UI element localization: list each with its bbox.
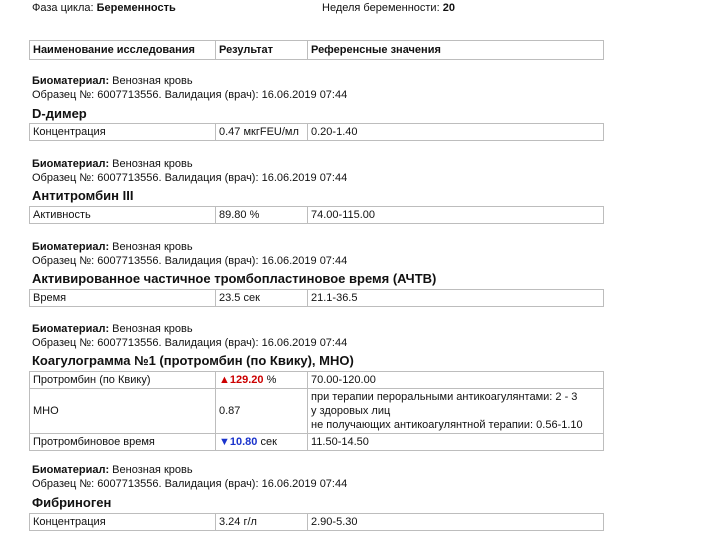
cycle-phase-label: Фаза цикла: xyxy=(32,2,94,14)
sample-info: Образец №: 6007713556. Валидация (врач): 16.06.2019 07:44 xyxy=(32,255,348,267)
test-title-antithrombin: Антитромбин III xyxy=(32,188,134,203)
table-row xyxy=(30,434,604,451)
test-result xyxy=(216,434,308,451)
result-value: 3.24 xyxy=(219,516,241,528)
biomaterial-value: Венозная кровь xyxy=(112,158,193,170)
arrow-down-icon: ▼ xyxy=(219,436,230,448)
test-name: Протромбиновое время xyxy=(30,434,216,451)
test-result xyxy=(216,290,308,307)
biomaterial-value: Венозная кровь xyxy=(112,323,193,335)
test-result xyxy=(216,124,308,141)
results-table-coagulogram xyxy=(29,371,604,451)
table-row xyxy=(30,207,604,224)
results-table-antithrombin xyxy=(29,206,604,224)
sample-info: Образец №: 6007713556. Валидация (врач): 16.06.2019 07:44 xyxy=(32,172,348,184)
biomaterial-line xyxy=(32,463,193,477)
result-low-flag xyxy=(219,436,257,448)
table-row xyxy=(30,290,604,307)
biomaterial-value: Венозная кровь xyxy=(112,464,193,476)
test-result xyxy=(216,372,308,389)
biomaterial-value: Венозная кровь xyxy=(112,75,193,87)
reference-line: у здоровых лиц xyxy=(311,405,391,417)
result-value: 89.80 xyxy=(219,209,247,221)
biomaterial-line xyxy=(32,157,193,171)
report-header xyxy=(32,2,492,16)
sample-info: Образец №: 6007713556. Валидация (врач): 16.06.2019 07:44 xyxy=(32,337,348,349)
test-title-aptt: Активированное частичное тромбопластиновое время (АЧТВ) xyxy=(32,271,437,286)
biomaterial-label: Биоматериал: xyxy=(32,75,110,87)
results-table-aptt xyxy=(29,289,604,307)
biomaterial-label: Биоматериал: xyxy=(32,323,110,335)
column-reference-header: Референсные значения xyxy=(308,41,604,60)
reference-line: при терапии пероральными антикоагулянтами: 2 - 3 xyxy=(311,391,578,403)
pregnancy-week xyxy=(322,2,455,14)
column-result-header: Результат xyxy=(216,41,308,60)
result-value: 0.87 xyxy=(219,405,241,417)
cycle-phase-value: Беременность xyxy=(96,2,176,14)
biomaterial-line xyxy=(32,74,193,88)
test-reference: 0.20-1.40 xyxy=(308,124,604,141)
result-unit: сек xyxy=(260,436,277,448)
column-name-header: Наименование исследования xyxy=(30,41,216,60)
test-reference: 2.90-5.30 xyxy=(308,514,604,531)
table-row xyxy=(30,514,604,531)
reference-line: не получающих антикоагулянтной терапии: 0.56-1.10 xyxy=(311,419,583,431)
biomaterial-line xyxy=(32,240,193,254)
test-title-coagulogram: Коагулограмма №1 (протромбин (по Квику), МНО) xyxy=(32,353,354,368)
result-unit: % xyxy=(249,209,260,221)
biomaterial-value: Венозная кровь xyxy=(112,241,193,253)
results-table-d-dimer xyxy=(29,123,604,141)
test-result xyxy=(216,514,308,531)
sample-info: Образец №: 6007713556. Валидация (врач): 16.06.2019 07:44 xyxy=(32,478,348,490)
test-name: МНО xyxy=(30,389,216,434)
table-row xyxy=(30,389,604,434)
test-result xyxy=(216,207,308,224)
column-header-table xyxy=(29,40,604,60)
result-unit: сек xyxy=(243,292,260,304)
test-name: Концентрация xyxy=(30,124,216,141)
pregnancy-week-label: Неделя беременности: xyxy=(322,2,440,14)
test-name: Время xyxy=(30,290,216,307)
result-value: 0.47 xyxy=(219,126,241,138)
table-row xyxy=(30,124,604,141)
test-reference: 21.1-36.5 xyxy=(308,290,604,307)
test-name: Протромбин (по Квику) xyxy=(30,372,216,389)
test-title-d-dimer: D-димер xyxy=(32,106,87,121)
biomaterial-line xyxy=(32,322,193,336)
test-reference: 74.00-115.00 xyxy=(308,207,604,224)
result-value: 10.80 xyxy=(229,436,258,448)
arrow-up-icon: ▲ xyxy=(219,374,230,386)
results-table-fibrinogen xyxy=(29,513,604,531)
test-title-fibrinogen: Фибриноген xyxy=(32,495,112,510)
result-value: 23.5 xyxy=(219,292,241,304)
table-row xyxy=(30,372,604,389)
test-name: Активность xyxy=(30,207,216,224)
sample-info: Образец №: 6007713556. Валидация (врач): 16.06.2019 07:44 xyxy=(32,89,348,101)
result-value: 129.20 xyxy=(229,374,264,386)
result-high-flag xyxy=(219,374,264,386)
result-unit: мкгFEU/мл xyxy=(243,126,299,138)
test-reference xyxy=(308,389,604,434)
result-unit: г/л xyxy=(243,516,257,528)
biomaterial-label: Биоматериал: xyxy=(32,158,110,170)
cycle-phase xyxy=(32,2,176,14)
pregnancy-week-value: 20 xyxy=(442,2,455,14)
test-result xyxy=(216,389,308,434)
test-reference: 11.50-14.50 xyxy=(308,434,604,451)
result-unit: % xyxy=(266,374,277,386)
biomaterial-label: Биоматериал: xyxy=(32,241,110,253)
test-name: Концентрация xyxy=(30,514,216,531)
biomaterial-label: Биоматериал: xyxy=(32,464,110,476)
test-reference: 70.00-120.00 xyxy=(308,372,604,389)
